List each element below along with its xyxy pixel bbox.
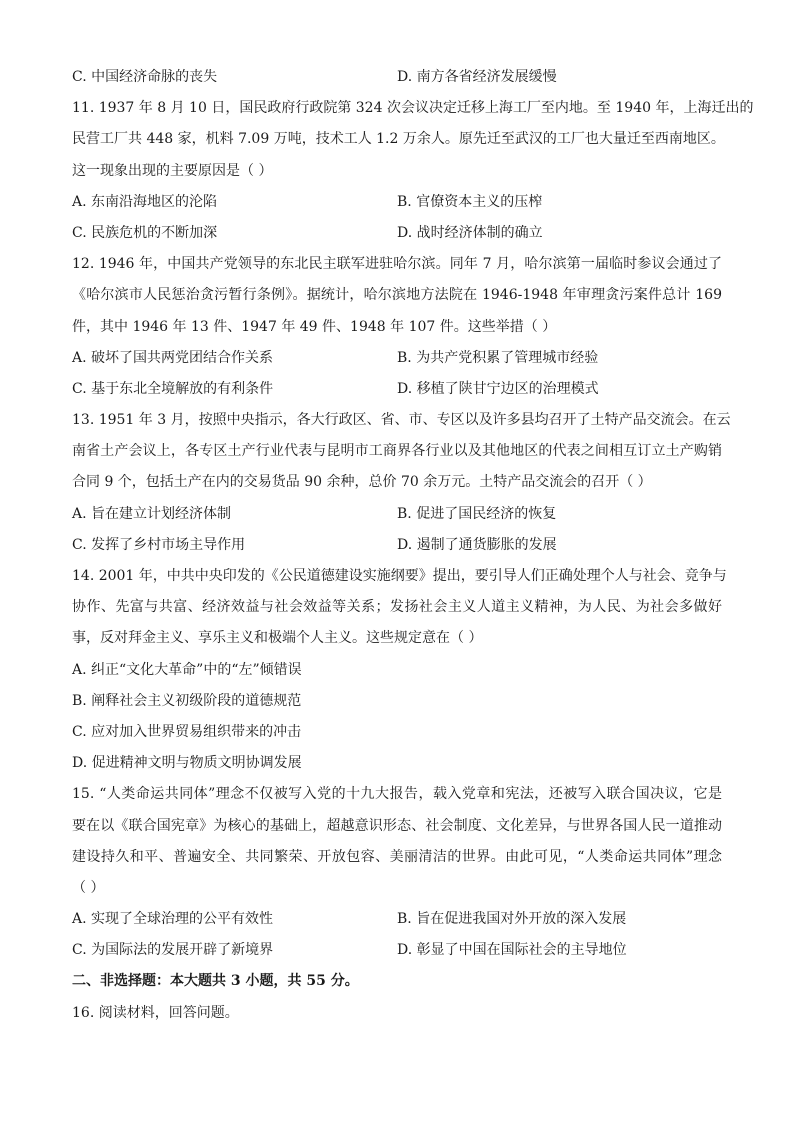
q14-stem-line: 14. 2001 年，中共中央印发的《公民道德建设实施纲要》提出，要引导人们正确处理个人与社会、竞争与: [72, 568, 727, 584]
q13-stem-line: 13. 1951 年 3 月，按照中央指示，各大行政区、省、市、专区以及许多县均召开了土特产品交流会。在云: [72, 412, 731, 429]
q11-stem-line: 这一现象出现的主要原因是（ ）: [72, 162, 273, 179]
q11-options-row-cd: [72, 218, 722, 249]
q15-option-c: C. 为国际法的发展开辟了新境界: [72, 942, 274, 959]
q11-stem-line: 11. 1937 年 8 月 10 日，国民政府行政院第 324 次会议决定迁移上海工厂至内地。至 1940 年，上海迁出的: [72, 100, 754, 117]
q12-option-b: B. 为共产党积累了管理城市经验: [397, 349, 599, 366]
page-content: [72, 62, 754, 1029]
question-16-stem: 16. 阅读材料，回答问题。: [72, 1004, 239, 1021]
q11-option-d: D. 战时经济体制的确立: [397, 224, 543, 241]
q13-option-d: D. 遏制了通货膨胀的发展: [397, 536, 557, 553]
q13-options-row-cd: [72, 530, 722, 561]
q15-stem-line: （ ）: [72, 879, 105, 896]
q14-option-c: C. 应对加入世界贸易组织带来的冲击: [72, 723, 302, 740]
q12-option-d: D. 移植了陕甘宁边区的治理模式: [397, 380, 599, 397]
q14-stem-line: 事，反对拜金主义、享乐主义和极端个人主义。这些规定意在（ ）: [72, 630, 483, 647]
q10-option-d: D. 南方各省经济发展缓慢: [397, 69, 557, 85]
q15-stem-line: 要在以《联合国宪章》为核心的基础上，超越意识形态、社会制度、文化差异，与世界各国人民一道推动: [72, 817, 722, 834]
q12-options-row-cd: [72, 374, 722, 405]
q12-stem-line: 件，其中 1946 年 13 件、1947 年 49 件、1948 年 107 件。这些举措（ ）: [72, 318, 557, 335]
q15-option-d: D. 彰显了中国在国际社会的主导地位: [397, 942, 627, 959]
q15-options-row-ab: [72, 904, 722, 935]
section-2-heading: 二、非选择题：本大题共 3 小题，共 55 分。: [72, 973, 359, 990]
q11-option-a: A. 东南沿海地区的沦陷: [72, 193, 218, 210]
q11-options-row-ab: [72, 187, 722, 218]
q15-stem-line: 建设持久和平、普遍安全、共同繁荣、开放包容、美丽清洁的世界。由此可见，“人类命运共同体”理念: [72, 848, 722, 865]
q12-stem-line: 《哈尔滨市人民惩治贪污暂行条例》。据统计，哈尔滨地方法院在 1946-1948 年审理贪污案件总计 169: [72, 287, 722, 304]
question-11: [72, 93, 754, 249]
q14-option-a: A. 纠正“文化大革命”中的“左”倾错误: [72, 661, 302, 678]
q12-option-a: A. 破坏了国共两党团结合作关系: [72, 349, 274, 366]
q12-option-c: C. 基于东北全境解放的有利条件: [72, 380, 274, 397]
q14-option-d: D. 促进精神文明与物质文明协调发展: [72, 755, 302, 772]
q10-options-row-cd: [72, 62, 722, 93]
q14-stem-line: 协作、先富与共富、经济效益与社会效益等关系；发扬社会主义人道主义精神，为人民、为社会多做好: [72, 599, 722, 616]
q11-option-b: B. 官僚资本主义的压榨: [397, 193, 543, 210]
q15-options-row-cd: [72, 935, 722, 966]
question-13: [72, 405, 731, 561]
q13-stem-line: 合同 9 个，包括土产在内的交易货品 90 余种，总价 70 余万元。土特产品交流会的召开（ ）: [72, 474, 652, 491]
q12-options-row-ab: [72, 343, 722, 374]
q12-stem-line: 12. 1946 年，中国共产党领导的东北民主联军进驻哈尔滨。同年 7 月，哈尔滨第一届临时参议会通过了: [72, 256, 722, 273]
q11-option-c: C. 民族危机的不断加深: [72, 224, 218, 241]
q10-option-c: C. 中国经济命脉的丧失: [72, 69, 218, 85]
q13-options-row-ab: [72, 499, 722, 530]
q13-option-c: C. 发挥了乡村市场主导作用: [72, 536, 246, 553]
question-15: [72, 779, 722, 966]
q15-option-b: B. 旨在促进我国对外开放的深入发展: [397, 911, 627, 928]
q15-stem-line: 15. “人类命运共同体”理念不仅被写入党的十九大报告，载入党章和宪法，还被写入联合国决议，它是: [72, 786, 722, 803]
q13-option-b: B. 促进了国民经济的恢复: [397, 505, 557, 522]
q11-stem-line: 民营工厂共 448 家，机料 7.09 万吨，技术工人 1.2 万余人。原先迁至武汉的工厂也大量迁至西南地区。: [72, 131, 725, 148]
question-14: [72, 561, 727, 779]
q14-option-b: B. 阐释社会主义初级阶段的道德规范: [72, 692, 302, 709]
question-12: [72, 249, 722, 405]
q15-option-a: A. 实现了全球治理的公平有效性: [72, 911, 274, 928]
q13-option-a: A. 旨在建立计划经济体制: [72, 505, 232, 522]
q13-stem-line: 南省土产会议上，各专区土产行业代表与昆明市工商界各行业以及其他地区的代表之间相互订立土产购销: [72, 443, 722, 460]
